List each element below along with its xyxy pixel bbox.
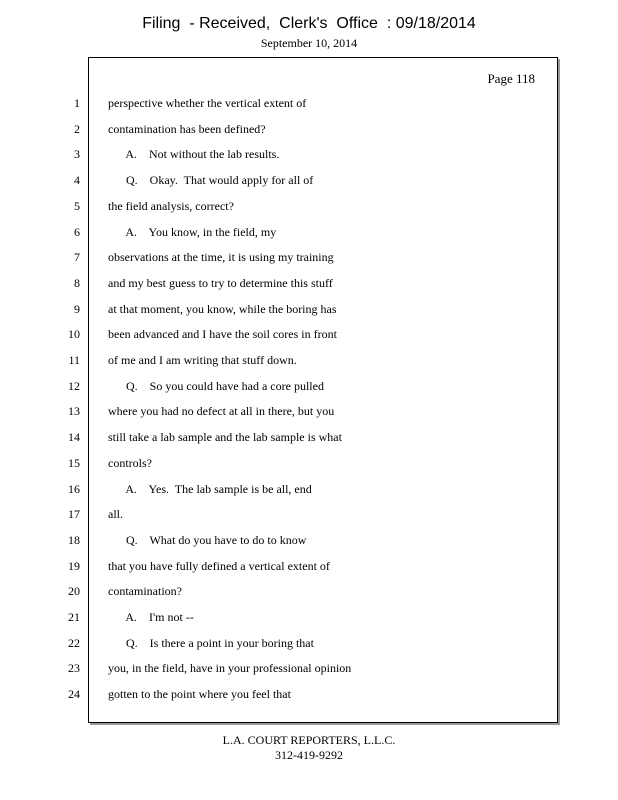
transcript-line: A. Yes. The lab sample is be all, end [108, 482, 312, 496]
line-number: 4 [74, 173, 80, 187]
transcript-line: been advanced and I have the soil cores in front [108, 327, 337, 341]
line-number: 23 [68, 661, 80, 675]
transcript-line: observations at the time, it is using my training [108, 250, 334, 264]
transcript-line: controls? [108, 456, 152, 470]
transcript-line: Q. What do you have to do to know [108, 533, 307, 547]
transcript-line: that you have fully defined a vertical extent of [108, 559, 330, 573]
line-number: 2 [74, 122, 80, 136]
transcript-line: A. You know, in the field, my [108, 225, 277, 239]
line-number: 10 [68, 327, 80, 341]
line-number: 18 [68, 533, 80, 547]
transcript-line: of me and I am writing that stuff down. [108, 353, 297, 367]
transcript-line: gotten to the point where you feel that [108, 687, 291, 701]
line-number: 24 [68, 687, 80, 701]
transcript-line: at that moment, you know, while the boring has [108, 302, 337, 316]
transcript-line: all. [108, 507, 123, 521]
transcript-line: contamination? [108, 584, 182, 598]
transcript-line: still take a lab sample and the lab sample is what [108, 430, 342, 444]
line-number: 6 [74, 225, 80, 239]
line-number: 16 [68, 482, 80, 496]
line-number: 19 [68, 559, 80, 573]
deposition-date: September 10, 2014 [260, 36, 358, 50]
line-number: 11 [68, 353, 80, 367]
transcript-line: A. I'm not -- [108, 610, 194, 624]
line-number: 17 [68, 507, 80, 521]
transcript-line: where you had no defect at all in there, but you [108, 404, 335, 418]
line-number: 1 [74, 96, 80, 110]
transcript-line: Q. So you could have had a core pulled [108, 379, 324, 393]
transcript-line: A. Not without the lab results. [108, 147, 280, 161]
line-number: 9 [74, 302, 80, 316]
line-number: 21 [68, 610, 80, 624]
line-number: 8 [74, 276, 80, 290]
transcript-line: Q. Is there a point in your boring that [108, 636, 314, 650]
court-reporter-company: L.A. COURT REPORTERS, L.L.C. [222, 733, 396, 747]
page-number: Page 118 [487, 71, 535, 86]
filing-stamp: Filing - Received, Clerk's Office : 09/18/2014 [142, 15, 476, 32]
transcript-line: Q. Okay. That would apply for all of [108, 173, 314, 187]
transcript-line: you, in the field, have in your professional opinion [108, 661, 352, 675]
line-number: 15 [68, 456, 80, 470]
transcript-line: and my best guess to try to determine this stuff [108, 276, 333, 290]
line-number: 3 [74, 147, 80, 161]
line-number: 5 [74, 199, 80, 213]
line-number: 14 [68, 430, 80, 444]
transcript-line: perspective whether the vertical extent of [108, 96, 307, 110]
court-reporter-phone: 312-419-9292 [275, 748, 343, 762]
line-number: 13 [68, 404, 80, 418]
transcript-line: the field analysis, correct? [108, 199, 234, 213]
line-number: 12 [68, 379, 80, 393]
line-number: 22 [68, 636, 80, 650]
line-number: 20 [68, 584, 80, 598]
transcript-line: contamination has been defined? [108, 122, 266, 136]
line-number: 7 [74, 250, 80, 264]
